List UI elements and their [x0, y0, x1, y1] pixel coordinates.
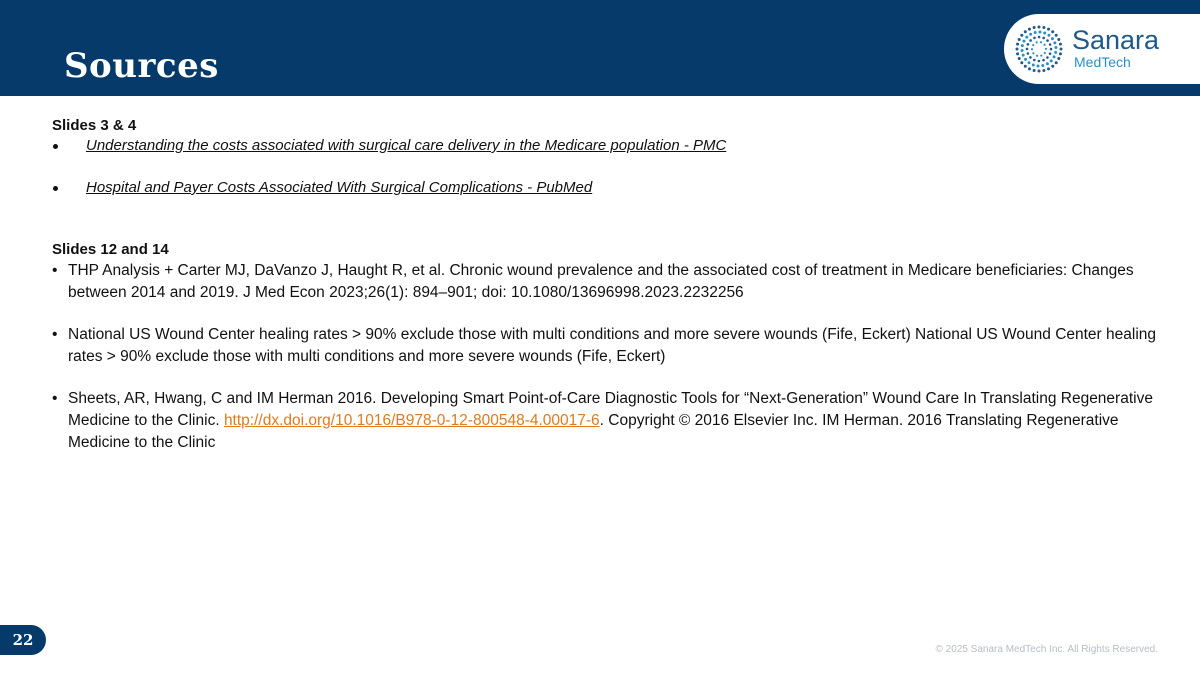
bullet-dot-icon [53, 144, 58, 149]
list-item [52, 324, 1162, 368]
page-title: Sources [64, 46, 219, 86]
bullet-icon: • [52, 326, 58, 343]
reference-text-2: National US Wound Center healing rates > 90% exclude those with multi conditions and more severe wounds (Fife, Eckert) National US Wound Center healing rates > 90% exclude those with multi conditions and more severe wounds (Fife, Eckert) [68, 326, 1157, 365]
list-item [52, 136, 1162, 156]
source-link-pubmed[interactable]: Hospital and Payer Costs Associated With Surgical Complications - PubMed [86, 179, 593, 196]
reference-list [52, 260, 1162, 454]
sanara-dotted-circle-icon [1014, 24, 1064, 74]
reference-text-3: Sheets, AR, Hwang, C and IM Herman 2016. Developing Smart Point-of-Care Diagnostic Tools for “Next-Generation” Wound Care In Translating Regenerative Medicine to the Clinic. [68, 390, 1153, 429]
section-heading-slides-12-14: Slides 12 and 14 [52, 241, 169, 258]
list-item [52, 260, 1162, 304]
reference-text-3-end: . Copyright © 2016 Elsevier Inc. IM Herman. 2016 Translating Regenerative Medicine to the Clinic [68, 412, 1119, 451]
logo-subtitle: MedTech [1074, 54, 1131, 70]
sources-content [52, 116, 1162, 454]
source-link-pmc[interactable]: Understanding the costs associated with surgical care delivery in the Medicare population - PMC [86, 137, 727, 154]
header-bar [0, 0, 1200, 96]
reference-text-1: THP Analysis + Carter MJ, DaVanzo J, Haught R, et al. Chronic wound prevalence and the associated cost of treatment in Medicare beneficiaries: Changes between 2014 and 2019. J Med Econ 2023;26(1): 894–901; doi: 10.1080/13696998.2023.2232256 [68, 262, 1134, 301]
bullet-icon: • [52, 262, 58, 279]
copyright-notice: © 2025 Sanara MedTech Inc. All Rights Reserved. [935, 644, 1158, 655]
logo-wordmark: Sanara [1072, 25, 1160, 55]
section-heading-slides-3-4: Slides 3 & 4 [52, 117, 137, 134]
link-list [52, 136, 1162, 198]
list-item [52, 388, 1162, 454]
bullet-dot-icon [53, 186, 58, 191]
doi-link[interactable]: http://dx.doi.org/10.1016/B978-0-12-800548-4.00017-6 [223, 412, 600, 429]
company-logo [1004, 14, 1200, 84]
page-number: 22 [0, 625, 46, 655]
bullet-icon: • [52, 390, 58, 407]
list-item [52, 178, 1162, 198]
